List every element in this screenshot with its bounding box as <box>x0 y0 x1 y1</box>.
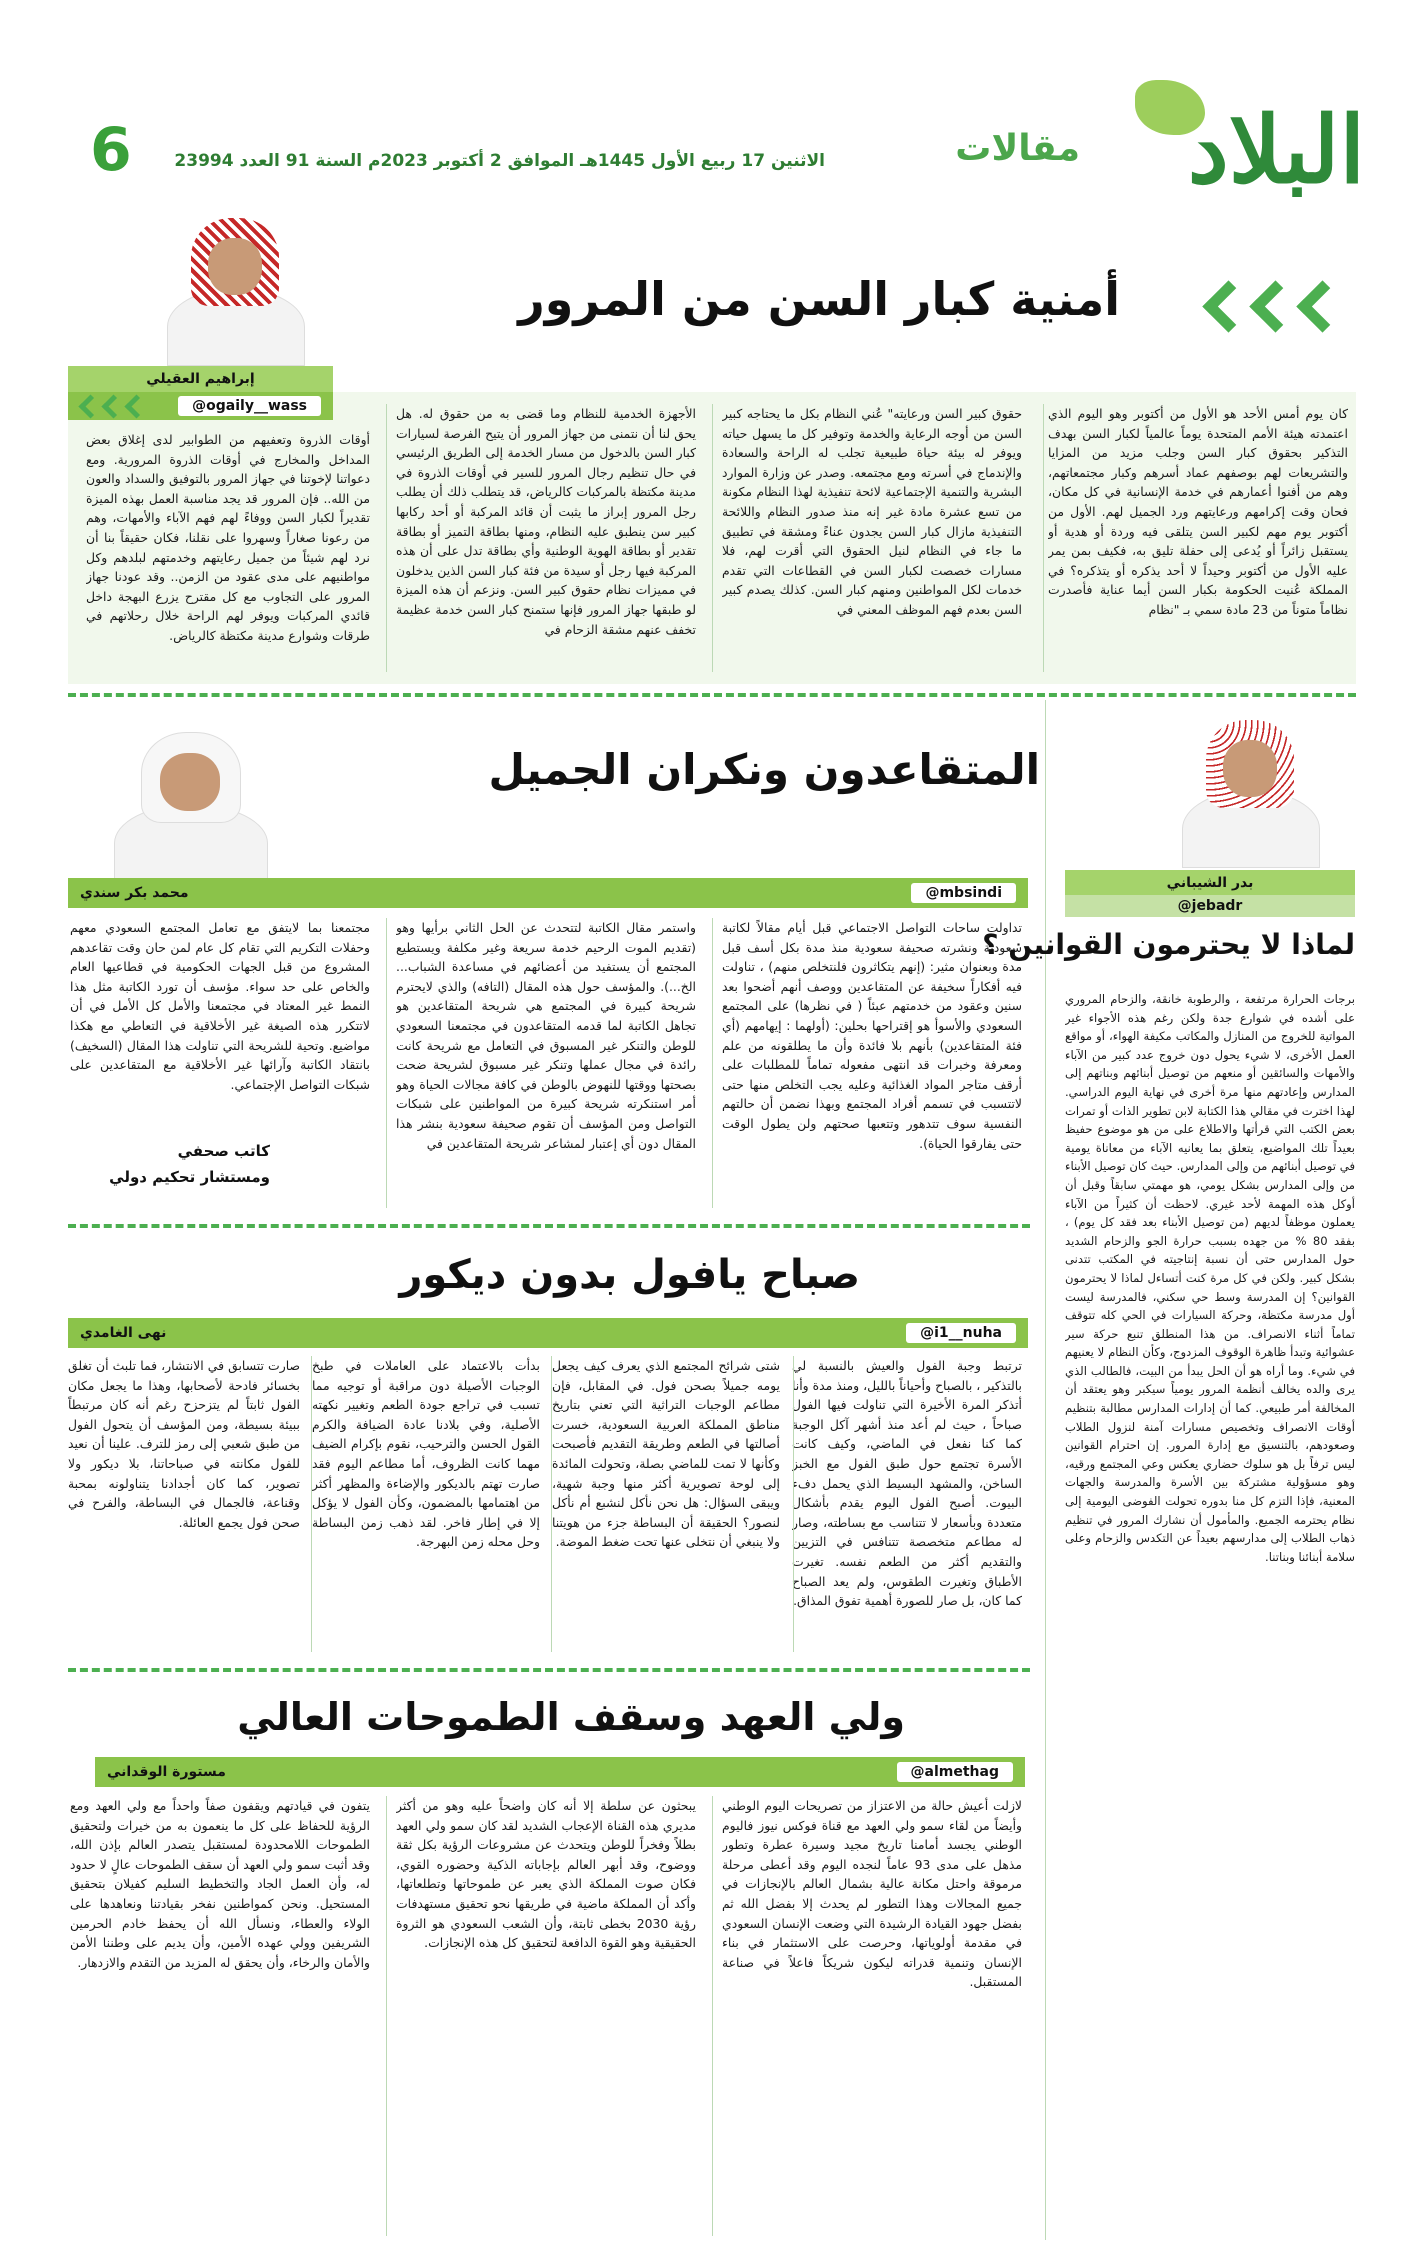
section-divider <box>68 1224 1030 1228</box>
article4-col2: يبحثون عن سلطة إلا أنه كان واضحاً عليه وهو من أكثر مديري هذه القناة الإعجاب الشديد لقد كان سمو ولي العهد بطلاً وفخراً للوطن ويتحدث عن مشروعات الرؤية بكل ثقة ووضوح، وقد أبهر العالم بإجاباته الذكية وحضوره القوي، فكان صوت المملكة الذي يعبر عن طموحاتها وتطلعاتها، وأكد أن المملكة ماضية في طريقها نحو تحقيق مستهدفات رؤية 2030 بخطى ثابتة، وأن الشعب السعودي هو الثروة الحقيقية وهو القوة الدافعة لتحقيق كل هذه الإنجازات. <box>396 1798 696 1951</box>
section-label: مقالات <box>955 128 1080 169</box>
column-divider <box>712 918 713 1208</box>
article1-col2: حقوق كبير السن ورعايته" عُني النظام بكل ما يحتاجه كبير السن من أوجه الرعاية والخدمة وتوفير كل ما يسهل حياته ويوفر له بيئة حياة طبيعية تجلب له الراحة والسعادة والإندماج في أسرته ومع مجتمعه. وصدر عن وزارة الموارد البشرية والتنمية الإجتماعية لائحة تنفيذية لهذا النظام مكونة من تسع عشرة مادة غير إنه منذ صدور النظام واللائحة التنفيذية مازال كبار السن يجدون عناءً ومشقة في تطبيق ما جاء في النظام لنيل الحقوق التي أقرت لهم، فلا مسارات خصصت لكبار السن في القطاعات التي تقدم خدمات لكل المواطنين ومنهم كبار السن. كذلك يصدم كبير السن بعدم فهم الموظف المعني في <box>722 406 1022 617</box>
article3-col3: بدأت بالاعتماد على العاملات في طبخ الوجبات الأصيلة دون مراقبة أو توجيه مما تسبب في تراجع جودة الطعم وتغيير نكهته الأصلية، وفي بلادنا عادة الضيافة والكرم القول الحسن والترحيب، نقوم بإكرام الضيف مهما كانت الظروف، أما مطاعم اليوم فقد صارت تهتم بالديكور والإضاءة والمظهر أكثر من اهتمامها بالمضمون، وكأن الفول لا يؤكل إلا في إطار فاخر. لقد ذهب زمن البساطة وحل محله زمن البهرجة. <box>312 1358 540 1550</box>
author-portrait-ibrahim <box>150 198 320 366</box>
column-divider <box>712 1796 713 2236</box>
author-portrait-badr <box>1165 700 1335 868</box>
chevron-small-icon <box>80 398 147 415</box>
article1-col4: أوقات الذروة وتعفيهم من الطوابير لدى إغلاق بعض المداخل والمخارج في أوقات الذروة المرورية. ومع دعواتنا لإخوتنا في جهاز المرور بالتوفيق والسداد والعون من الله.. فإن المرور قد يجد مناسبة العمل بهذه الميزة تقديراً لكبار السن ووفاءً لهم فهم الآباء والأمهات، وهم من رعونا صغاراً وسهروا على نقلنا، فكان حقيقاً بنا أن نرد لهم شيئاً من جميل رعايتهم وخدمتهم لبلدهم وكل مواطنيهم على مدى عقود من الزمن.. وقد عودنا جهاز المرور على التجاوب مع كل مقترح يزرع البهجة داخل قائدي المركبات ويوفر لهم الراحة خلال رحلاتهم في طرقات وشوارع مدينة مكتظة كالرياض. <box>86 432 370 643</box>
article1-title: أمنية كبار السن من المرور <box>518 272 1120 326</box>
article1-col1: كان يوم أمس الأحد هو الأول من أكتوبر وهو اليوم الذي اعتمدته هيئة الأمم المتحدة يوماً عالمياً لكبار السن بهدف التذكير بحقوق كبار السن وجلب مزيد من المزايا والتشريعات لهم بوصفهم عماد أسرهم وكبار مجتمعاتهم، وهم من أفنوا أعمارهم في خدمة الإنسانية في كل مكان، فحان وقت إكرامهم ورعايتهم ورد الجميل لهم. الأول من أكتوبر يوم مهم لكبير السن يتلقى فيه وردة أو هدية أو يستقبل زائراً أو يُدعى إلى حفلة تليق به، فكيف بمن يمر عليه الأول من أكتوبر وحيداً لا أحد يذكره أو يتذكره؟ في المملكة عُنيت الحكومة بكبار السن أيما عناية فأصدرت نظاماً متوناً من 23 مادة سمي بـ "نظام <box>1048 406 1348 617</box>
article4-col1: لازلت أعيش حالة من الاعتزاز من تصريحات اليوم الوطني وأيضاً من لقاء سمو ولي العهد مع قناة فوكس نيوز فاليوم الوطني يجسد أمامنا تاريخ مجيد وسيرة عطرة وتطور مذهل على مدى 93 عاماً لنجده اليوم وقد أعطى مرحلة مرموقة واحتل مكانة عالية بشمال العالم بالإنجازات في جميع المجالات وهذا التطور لم يحدث إلا بفضل الله ثم بفضل جهود القيادة الرشيدة التي وضعت الإنسان السعودي في مقدمة أولوياتها، وحرصت على الاستثمار في بناء الإنسان وتنمية قدراته ليكون شريكاً فاعلاً في صناعة المستقبل. <box>722 1798 1022 1990</box>
sidebar-title: لماذا لا يحترمون القوانين ؟ <box>982 928 1355 961</box>
article3-col4: صارت تتسابق في الانتشار، فما تلبث أن تغلق بخسائر فادحة لأصحابها، وهذا ما يجعل مكان الفول ثابتاً لم يتزحزح رغم أنه كان مرتبطاً ببيئة بسيطة، ومن المؤسف أن يتحول الفول من طبق شعبي إلى رمز للترف. علينا أن نعيد للفول مكانته في صباحاتنا، بلا ديكور ولا تصوير، كما كان أجدادنا يتناولونه بمحبة وقناعة، فالجمال في البساطة، والفرح في صحن فول يجمع العائلة. <box>68 1358 300 1530</box>
author-bar <box>68 878 1028 908</box>
article1-col3: الأجهزة الخدمية للنظام وما قضى به من حقوق له. هل يحق لنا أن نتمنى من جهاز المرور أن يتيح الفرصة لسيارات كبار السن بالدخول من مسار الخدمة إلى الطريق الرئيسي في حال تنظيم رجال المرور للسير في أوقات الذروة في مدينة مكتظة بالمركبات كالرياض، قد يتطلب ذلك أن يطلب رجل المرور إبراز ما يثبت أن قائد المركبة أو أحد ركابها كبير سن ينطبق عليه النظام، ومنها بطاقة التميز أو بطاقة تقدير أو بطاقة الهوية الوطنية وأي بطاقة تدل على أن هذه المركبة فيها رجل أو سيدة من فئة كبار السن الذين يدخلون في مميزات نظام حقوق كبير السن. ونزعم أن هذه الميزة لو طبقها جهاز المرور فإنها ستمنح كبار السن خدمة عظيمة تخفف عنهم مشقة الزحام في <box>396 406 696 637</box>
page-number: 6 <box>90 115 132 185</box>
column-divider <box>793 1356 794 1652</box>
author-name-bar <box>68 366 333 392</box>
article2-col2: واستمر مقال الكاتبة لتتحدث عن الحل الثاني برأيها وهو (تقديم الموت الرحيم خدمة سريعة وغير مكلفة ويستطيع المجتمع أن يستفيد من أعضائهم في مساعدة الشباب... الخ...). والمؤسف حول هذه المقال (التافه) والذي لايحترم شريحة كبيرة في المجتمع هي شريحة المتقاعدين هو تجاهل الكاتبة لما قدمه المتقاعدون في مجتمعنا السعودي للوطن والتنكر غير المسبوق في التعامل مع شريحة كانت رائدة في مجال عملها وتنكر غير مسبوق لشريحة ضحت بصحتها ووقتها للنهوض بالوطن في كافة مجالات الحياة وهو أمر استنكرته شريحة كبيرة من المواطنين على شبكات التواصل ومن المؤسف أن تقوم صحيفة سعودية بنشر هذا المقال دون أي إعتبار لمشاعر شريحة المتقاعدين في <box>396 920 696 1151</box>
author-handle[interactable]: @mbsindi <box>911 883 1016 903</box>
article3-title: صباح يافول بدون ديكور <box>399 1252 860 1298</box>
article3-col1: ترتبط وجبة الفول والعيش بالنسبة لي بالتذكير ، بالصباح وأحياناً بالليل، ومنذ مدة وأنا أتذكر المرة الأخيرة التي تناولت فيها الفول صباحاً ، حيث لم أعد منذ أشهر آكل الوجبة كما كنا نفعل في الماضي، وكيف كانت الأسرة تجتمع حول طبق الفول مع الخبز الساخن، والمشهد البسيط الذي يحمل دفء البيوت. أصبح الفول اليوم يقدم بأشكال متعددة وبأسعار لا تتناسب مع بساطته، وصار له مطاعم متخصصة تتنافس في التزيين والتقديم أكثر من الطعم نفسه. تغيرت الأطباق وتغيرت الطقوس، ولم يعد الصباح كما كان، بل صار للصورة أهمية تفوق المذاق. <box>792 1358 1022 1609</box>
section-divider <box>68 1668 1030 1672</box>
author-handle[interactable]: @ogaily__wass <box>178 396 321 416</box>
sidebar-body: برجات الحرارة مرتفعة ، والرطوبة خانقة، والزحام المروري على أشده في شوارع جدة ولكن رغم هذه الأجواء غير المواتية للخروج من المنازل والمكاتب مكيفة الهواء، أو مواقع العمل الأخرى، لا شيء يحول دون خروج عدد كبير من الآباء والأمهات والسائقين أو منعهم من توصيل أبنائهم وبناتهم إلى المدارس وإعادتهم منها مرة أخرى في نهاية اليوم الدراسي. لهذا اخترت في مقالي هذا الكتابة لابن تطوير الذات أو تمرات بعض الكتب التي قرأتها والاطلاع على من هو موضوع حفيظ بعيداً تلك المواضيع، يتعلق بما يعانيه الآباء من معاناة يومية في توصيل أبنائهم من وإلى المدارس. حيث كان توصيل الأبناء من وإلى المدارس بشكل يومي، هو مهمتي سابقاً وقبل أن أوكل هذه المهمة لأحد غيري. لاحظت أن كثيراً من الآباء يعملون موظفاً لديهم (من توصيل الأبناء بعد فقد كل يوم) ، بفقد 80 % من جهده بسبب حرارة الجو والزحام الشديد حول المدارس حتى أن نسبة إنتاجيته في المكتب تتدنى بشكل كبير. ولكن في كل مرة كنت أتساءل لماذا لا يحترمون القوانين؟ إن المدرسة وسط حي سكني، فالمدرسة ليست أول مدرسة مكتظة، وحركة السيارات في الحي كله تتوقف تماماً أثناء الانصراف. من هذا المنطلق تنبع حركة سير عشوائية وتبدأ ظاهرة الوقوف المزدوج، وكأن النظام لا يعنيهم في شيء. وما أراه هو أن الحل يبدأ من البيت، فالطالب الذي يرى والده يخالف أنظمة المرور يومياً سيكبر وهو يعتقد أن المخالفة أمر طبيعي. كما أن إدارات المدارس مطالبة بتنظيم أوقات الانصراف وتخصيص مسارات آمنة لنزول الطلاب وصعودهم، بالتنسيق مع إدارة المرور. إن احترام القوانين ليس ترفاً بل هو سلوك حضاري يعكس وعي المجتمع ورقيه، وهو مسؤولية مشتركة بين الأسرة والمدرسة والجهات المعنية، فإذا التزم كل منا بدوره تحولت الفوضى اليومية إلى نظام يحترمه الجميع. والمأمول أن نشارك المرور في تنظيم ذهاب الطلاب إلى مدارسهم بعيداً عن التكدس والزحام وعلى سلامة أبنائنا وبناتنا. <box>1065 992 1355 1564</box>
article4-col3: يتفون في قيادتهم ويقفون صفاً واحداً مع ولي العهد ومع الرؤية للحفاظ على كل ما ينعمون به من خيرات ولتحقيق الطموحات اللامحدودة لمستقبل يتصدر العالم بإذن الله، وقد أثبت سمو ولي العهد أن سقف الطموحات عالٍ لا حدود له، وأن العمل الجاد والتخطيط السليم كفيلان بتحقيق المستحيل. ونحن كمواطنين نفخر بقيادتنا ونعاهدها على الولاء والعطاء، ونسأل الله أن يحفظ خادم الحرمين الشريفين وولي عهده الأمين، وأن يديم على وطننا الأمن والأمان والرخاء، وأن يحقق له المزيد من التقدم والازدهار. <box>70 1798 370 1970</box>
column-divider <box>386 1796 387 2236</box>
author-name: بدر الشيباني <box>1166 874 1254 891</box>
dateline: الاثنين 17 ربيع الأول 1445هـ الموافق 2 أكتوبر 2023م السنة 91 العدد 23994 <box>174 151 825 171</box>
chevron-decoration-icon <box>1206 288 1345 325</box>
column-divider <box>551 1356 552 1652</box>
author-name: إبراهيم العقيلي <box>146 371 255 387</box>
article4-title: ولي العهد وسقف الطموحات العالي <box>237 1695 905 1739</box>
article2-col1: تداولت ساحات التواصل الاجتماعي قبل أيام مقالاً لكاتبة سعودية ونشرته صحيفة سعودية منذ مدة بكل أسف قبل مدة وبعنوان مثير: (إنهم يتكاثرون فلنتخلص منهم) ، تناولت فيه أفكاراً سخيفة عن المتقاعدين ووصف أنهم أضحوا بعد سنين وعقود من خدمتهم عبئاً ( في نظرها) على المجتمع السعودي والأسوأ هو إقتراحها بحلين: (أولهما : إيهامهم (أي فئة المتقاعدين) بأنهم بلا فائدة وأن ما يطلقونه من علم ومعرفة وخبرات قد انتهى مفعوله تماماً للمطلبات على أرقف متاجر المواد الغذائية وعليه يجب التخلص منها حتى لاتتسبب في تسمم أفراد المجتمع وبهذا نضمن أن حالتهم النفسية سوف تتدهور وتتعبها صحتهم ولن يطول الوقت حتى يفارقوا الحياة). <box>722 920 1022 1151</box>
author-handle[interactable]: @almethag <box>897 1762 1013 1782</box>
article2-title: المتقاعدون ونكران الجميل <box>488 745 1040 794</box>
section-divider <box>68 693 1356 697</box>
column-divider <box>386 404 387 672</box>
author-bar <box>68 1318 1028 1348</box>
author-name: نهى الغامدي <box>80 1325 167 1341</box>
article3-col2: شتى شرائح المجتمع الذي يعرف كيف يجعل يومه جميلاً بصحن فول. في المقابل، فإن مطاعم الوجبات التراثية التي تعني بتاريخ مناطق المملكة العربية السعودية، خسرت أصالتها في الطعم وطريقة التقديم فأصبحت وكأنها لا تمت للماضي بصلة، وتحولت المائدة إلى لوحة تصويرية أكثر منها وجبة شهية، ويبقى السؤال: هل نحن نأكل لنشبع أم نأكل لنصور؟ الحقيقة أن البساطة جزء من هويتنا ولا ينبغي أن نتخلى عنها تحت ضغط الموضة. <box>552 1358 780 1550</box>
newspaper-logo: البلاد <box>1187 96 1365 204</box>
author-signature: كاتب صحفي ومستشار تحكيم دولي <box>109 1142 270 1186</box>
column-divider <box>386 918 387 1208</box>
author-bar <box>95 1757 1025 1787</box>
sidebar-handle[interactable]: @jebadr <box>1065 895 1355 917</box>
author-name: مستورة الوقداني <box>107 1764 226 1780</box>
sidebar-author-bar <box>1065 870 1355 895</box>
author-portrait-mohammed <box>95 712 285 882</box>
author-handle[interactable]: @i1__nuha <box>906 1323 1016 1343</box>
author-handle-bar <box>68 392 333 420</box>
column-divider <box>311 1356 312 1652</box>
column-divider <box>712 404 713 672</box>
article2-col3: مجتمعنا بما لايتفق مع تعامل المجتمع السعودي معهم وحفلات التكريم التي تقام كل عام لمن حان وقت تقاعدهم المشروع من قبل الجهات الحكومية في قطاعيها العام والخاص على حد سواء. مؤسف أن تورد الكاتبة مثل هذا النمط غير المعتاد في مجتمعنا والأمل كل الأمل في أن لاتتكرر هذه الصيغة غير الأخلاقية في التعاطي مع هكذا مواضيع. وتحية للشريحة التي تناولت هذا المقال (السخيف) بانتقاد الكاتبة وآرائها غير الأخلاقية مع المتقاعدين على شبكات التواصل الإجتماعي. <box>70 920 370 1092</box>
author-name: محمد بكر سندي <box>80 885 189 901</box>
column-divider <box>1043 404 1044 672</box>
